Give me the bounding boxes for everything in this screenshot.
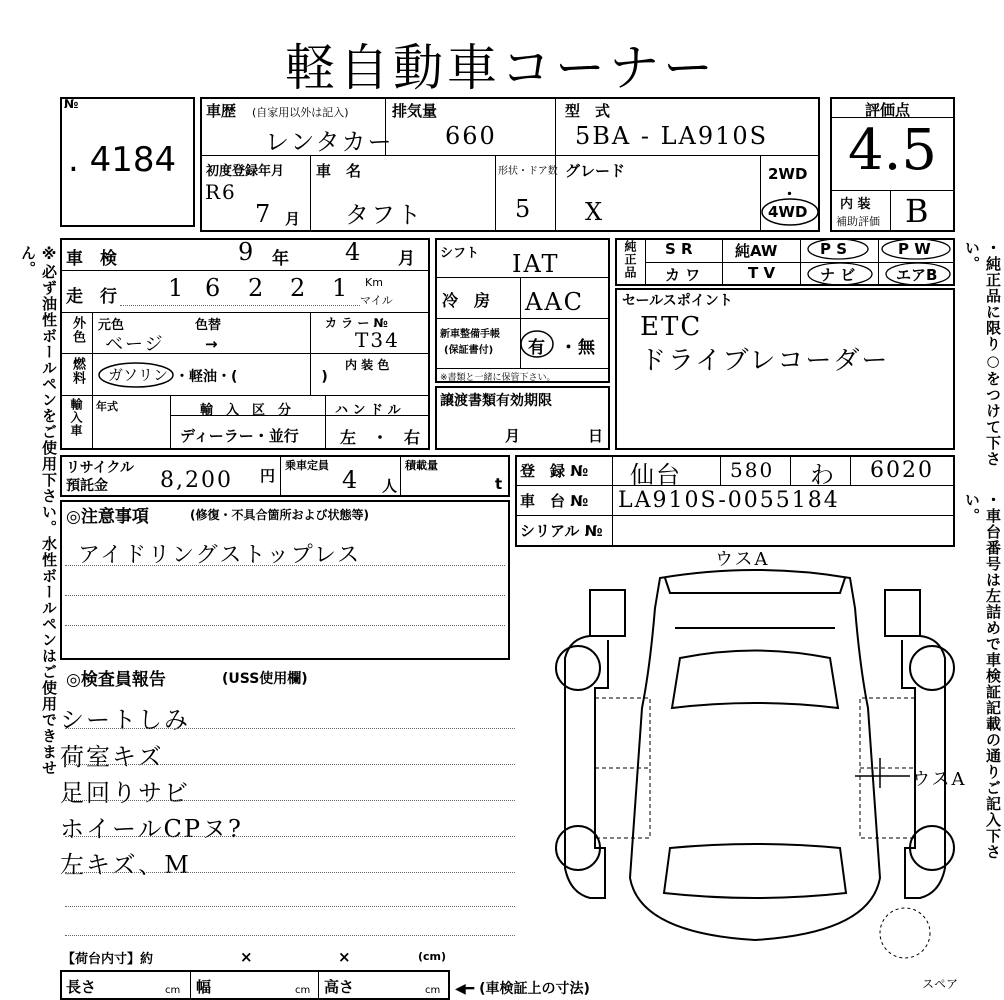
car-name-label: 車 名 xyxy=(316,162,362,180)
maintenance-label-1: 新車整備手帳 xyxy=(440,329,500,340)
recycle-value: 8,200 xyxy=(160,468,233,493)
cargo-length: 長さ xyxy=(66,978,97,996)
mileage-digit: 6 xyxy=(205,274,223,302)
score-label: 評価点 xyxy=(865,101,911,119)
inspector-line-2: 荷室キズ xyxy=(60,743,164,771)
inspector-line-4: ホイールCPヌ? xyxy=(60,815,243,843)
load-label: 積載量 xyxy=(405,459,438,472)
ac-value: AAC xyxy=(525,288,585,316)
equipment-item: T V xyxy=(748,264,776,282)
score-value: 4.5 xyxy=(848,118,938,183)
page-title: 軽自動車コーナー xyxy=(285,39,717,97)
interior-value: B xyxy=(905,192,929,230)
serial-label: シリアル № xyxy=(520,522,603,540)
drive-4wd: 4WD xyxy=(768,203,808,221)
recycle-label-1: リサイクル xyxy=(66,460,135,476)
transfer-day: 日 xyxy=(588,427,604,445)
equipment-item: P W xyxy=(898,240,931,258)
drive-2wd: 2WD xyxy=(768,165,808,183)
grade-value: X xyxy=(585,198,605,226)
shift-value: IAT xyxy=(512,250,560,278)
mileage-digit: 2 xyxy=(248,274,266,302)
diagram-spare: スペア xyxy=(922,977,959,991)
equipment-item: ナ ビ xyxy=(820,266,856,284)
displacement-label: 排気量 xyxy=(392,102,438,120)
history-note: (自家用以外は記入) xyxy=(252,106,349,119)
interior-color-label: 内 装 色 xyxy=(345,358,390,372)
cargo-width: 幅 xyxy=(196,978,212,996)
color-code-label: カ ラ ー № xyxy=(325,316,388,330)
door-value: 5 xyxy=(515,195,533,223)
shaken-year: 9 xyxy=(238,238,256,266)
cargo-height: 高さ xyxy=(324,978,355,996)
chassis-label: 車 台 № xyxy=(520,492,589,510)
notes-label: ◎注意事項 xyxy=(66,507,149,527)
recycle-unit: 円 xyxy=(260,467,276,485)
shaken-month-unit: 月 xyxy=(398,249,415,269)
import-year-label: 年式 xyxy=(96,400,118,413)
lot-number: . 4184 xyxy=(68,140,177,180)
inspector-line-3: 足回りサビ xyxy=(60,779,190,807)
inspector-line-1: シートしみ xyxy=(60,706,190,734)
cargo-label: 【荷台内寸】約 xyxy=(62,952,154,967)
history-label: 車歴 xyxy=(206,102,237,120)
first-reg-label: 初度登録年月 xyxy=(206,164,285,179)
capacity-value: 4 xyxy=(342,466,360,494)
first-reg-era: R6 xyxy=(205,180,237,204)
shift-label: シフト xyxy=(440,246,480,261)
fuel-selected: ガソリン xyxy=(108,366,169,384)
mileage-label: 走 行 xyxy=(66,287,117,307)
sales-point-label: セールスポイント xyxy=(622,293,733,309)
first-reg-month-unit: 月 xyxy=(285,210,301,228)
first-reg-month: 7 xyxy=(255,200,273,228)
fuel-label: 燃料 xyxy=(70,357,85,385)
import-handle-value: 左 ・ 右 xyxy=(340,428,421,447)
cargo-cm: cm xyxy=(425,985,441,996)
cargo-dims-box xyxy=(60,970,450,1000)
diagram-mark-rear: ウスA xyxy=(715,549,770,570)
maintenance-sep: ・ xyxy=(560,338,577,358)
shaken-label: 車 検 xyxy=(66,249,117,269)
car-diagram xyxy=(550,548,960,948)
color-arrow: → xyxy=(205,335,218,353)
registration-kana: わ xyxy=(810,461,836,489)
sales-point-line-1: ETC xyxy=(640,312,703,342)
import-kind-value: ディーラー・並行 xyxy=(180,427,299,445)
shaken-month: 4 xyxy=(345,238,363,266)
notes-sub: (修復・不具合箇所および状態等) xyxy=(190,508,369,522)
import-kind-label: 輸 入 区 分 xyxy=(200,403,292,418)
equipment-item: 純AW xyxy=(735,242,778,260)
ac-label: 冷 房 xyxy=(442,291,491,310)
side-note-left: ※必ず油性ボールペンをご使用下さい。水性ボールペンはご使用できません。 xyxy=(19,245,58,776)
fuel-options: ・軽油・( ) xyxy=(175,369,328,385)
drive-4wd-circle xyxy=(760,197,820,227)
cargo-x2: × xyxy=(338,948,351,966)
cargo-unit: (cm) xyxy=(418,950,447,963)
import-label: 輸入車 xyxy=(69,398,83,437)
transfer-label: 譲渡書類有効期限 xyxy=(440,393,552,409)
car-name-value: タフト xyxy=(345,201,423,229)
color-label: 外色 xyxy=(70,316,85,344)
lot-no-label: № xyxy=(64,97,79,111)
mileage-digit: 1 xyxy=(332,274,350,302)
mileage-unit-mile: マイル xyxy=(360,294,393,307)
shaken-year-unit: 年 xyxy=(272,249,289,269)
capacity-unit: 人 xyxy=(382,477,398,495)
door-label: 形状・ドア数 xyxy=(498,166,558,177)
inspector-sub: (USS使用欄) xyxy=(222,671,308,687)
chassis-value: LA910S-0055184 xyxy=(618,488,840,513)
side-note-right-2: ・車台番号は左詰めで車検証記載の通りご記入下さい。 xyxy=(963,492,1002,860)
cargo-x1: × xyxy=(240,948,253,966)
registration-class: 580 xyxy=(730,458,775,482)
cargo-cm: cm xyxy=(165,985,181,996)
notes-line-1: アイドリングストップレス xyxy=(78,543,362,568)
import-handle-label: ハ ン ド ル xyxy=(335,403,401,418)
registration-region: 仙台 xyxy=(630,461,682,489)
model-value: 5BA - LA910S xyxy=(575,122,769,150)
equipment-item: S R xyxy=(665,240,693,258)
load-unit: t xyxy=(495,475,503,493)
color-orig-label: 元色 xyxy=(98,318,125,333)
mileage-digit: 2 xyxy=(290,274,308,302)
color-change-label: 色替 xyxy=(195,318,222,333)
drive-dot: ・ xyxy=(782,185,798,203)
equipment-item: エアB xyxy=(896,266,938,284)
sales-point-line-2: ドライブレコーダー xyxy=(640,346,890,376)
cargo-arrow-note: ◀━ (車検証上の寸法) xyxy=(455,981,590,997)
interior-label-1: 内 装 xyxy=(840,197,871,212)
maintenance-label-2: (保証書付) xyxy=(444,345,494,356)
cargo-cm: cm xyxy=(295,985,311,996)
grade-label: グレード xyxy=(565,162,626,180)
diagram-mark-side: ウスA xyxy=(912,769,967,790)
model-label: 型 式 xyxy=(565,102,611,120)
capacity-label: 乗車定員 xyxy=(285,459,329,472)
history-value: レンタカー xyxy=(265,128,394,156)
mileage-digit: 1 xyxy=(168,274,186,302)
color-orig-value: ベージ xyxy=(105,334,165,355)
equipment-circles xyxy=(800,236,960,288)
maintenance-note: ※書類と一緒に保管下さい。 xyxy=(440,373,556,383)
side-note-right-1: ・純正品に限り○をつけて下さい。 xyxy=(963,240,1002,467)
maintenance-yes: 有 xyxy=(528,338,545,358)
recycle-label-2: 預託金 xyxy=(66,478,108,494)
maintenance-no: 無 xyxy=(578,338,595,358)
inspector-label: ◎検査員報告 xyxy=(66,670,166,690)
color-code-value: T34 xyxy=(355,328,400,352)
registration-label: 登 録 № xyxy=(520,462,589,480)
equipment-label: 純正品 xyxy=(623,240,637,279)
registration-number: 6020 xyxy=(870,458,934,483)
inspector-line-5: 左キズ、M xyxy=(60,851,191,879)
displacement-value: 660 xyxy=(445,122,497,150)
mileage-unit-km: Km xyxy=(365,276,383,289)
interior-label-2: 補助評価 xyxy=(836,215,880,228)
transfer-month: 月 xyxy=(505,427,521,445)
equipment-item: カ ワ xyxy=(665,266,701,284)
equipment-item: P S xyxy=(820,240,848,258)
